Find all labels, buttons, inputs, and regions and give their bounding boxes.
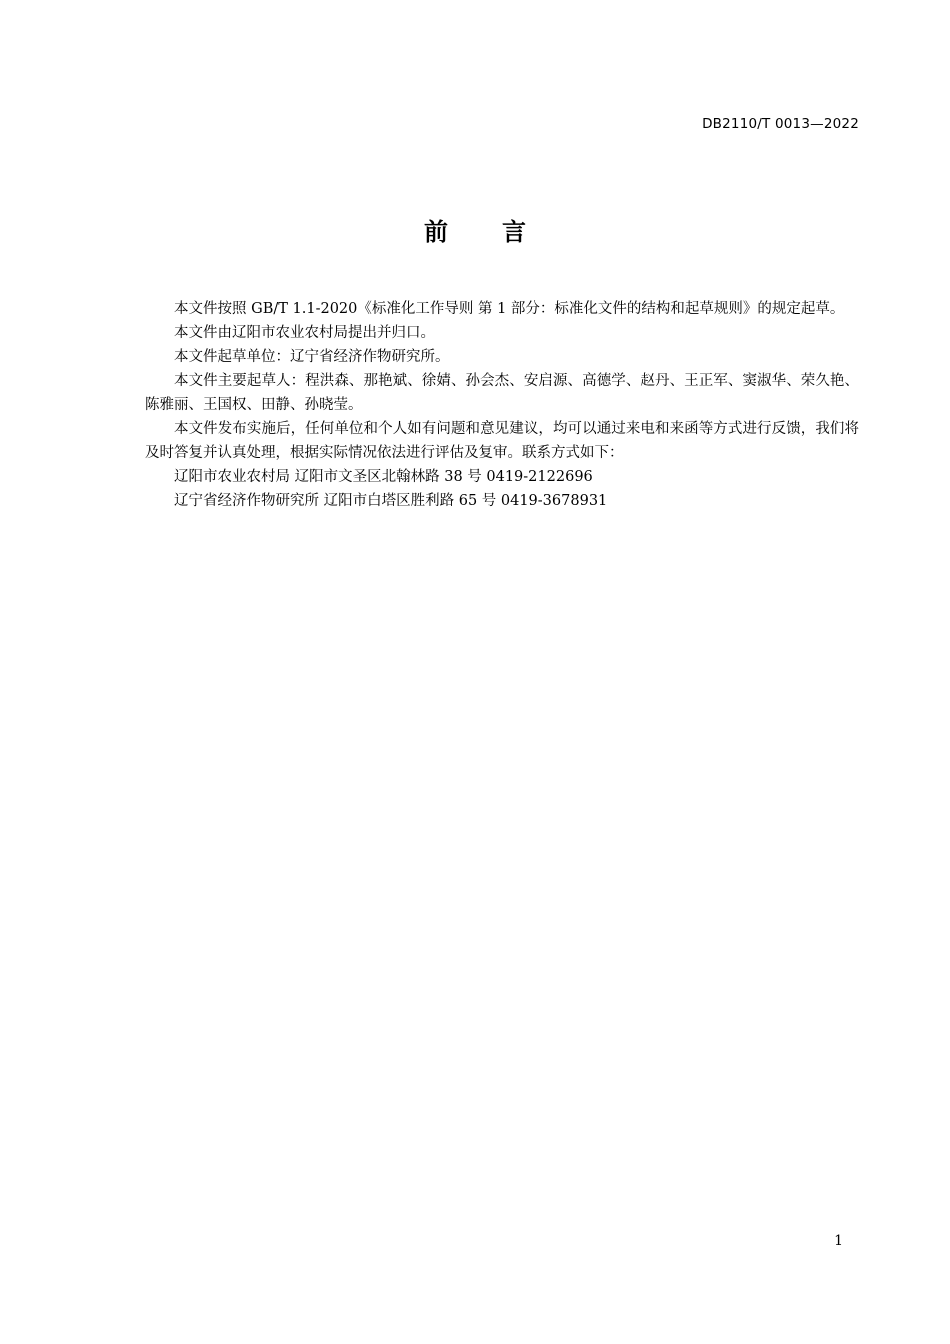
paragraph-drafters: 本文件主要起草人：程洪森、那艳斌、徐婧、孙会杰、安启源、高德学、赵丹、王正军、窦淑华、荣久艳、陈雅丽、王国权、田静、孙晓莹。 xyxy=(145,373,859,413)
contact-line-institute: 辽宁省经济作物研究所 辽阳市白塔区胜利路 65 号 0419-3678931 xyxy=(174,493,608,509)
preface-body xyxy=(145,297,859,513)
page-number: 1 xyxy=(834,1233,843,1249)
paragraph-proposer: 本文件由辽阳市农业农村局提出并归口。 xyxy=(174,325,435,341)
paragraph-feedback: 本文件发布实施后，任何单位和个人如有问题和意见建议，均可以通过来电和来函等方式进行反馈，我们将及时答复并认真处理，根据实际情况依法进行评估及复审。联系方式如下： xyxy=(145,421,859,461)
paragraph-drafting-unit: 本文件起草单位：辽宁省经济作物研究所。 xyxy=(174,349,450,365)
document-code: DB2110/T 0013—2022 xyxy=(702,116,859,132)
page-title: 前言 xyxy=(424,218,580,246)
paragraph-drafting-rules: 本文件按照 GB/T 1.1-2020《标准化工作导则 第 1 部分：标准化文件的结构和起草规则》的规定起草。 xyxy=(174,301,845,317)
contact-line-bureau: 辽阳市农业农村局 辽阳市文圣区北翰林路 38 号 0419-2122696 xyxy=(174,469,593,485)
